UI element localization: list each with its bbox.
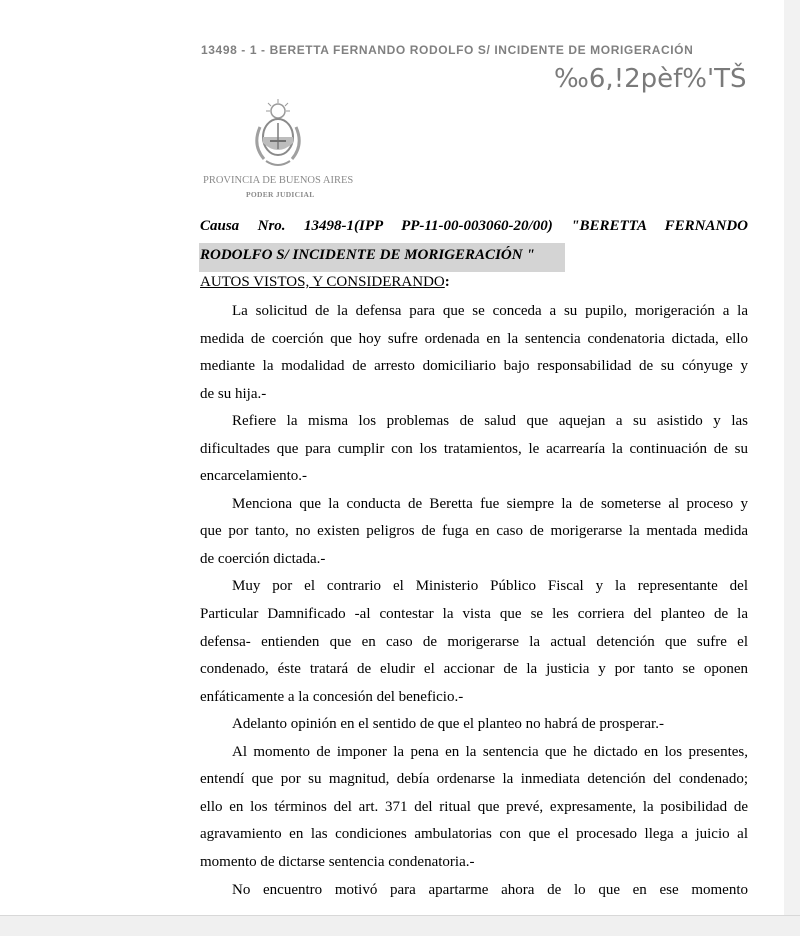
body-line: enfáticamente a la concesión del beneficio.- (200, 689, 464, 705)
heading-colon: : (444, 274, 450, 290)
body-line: Al momento de imponer la pena en la sentencia que he dictado en los presentes, (232, 744, 748, 760)
body-line: momento de dictarse sentencia condenatoria.- (200, 854, 475, 870)
institution-division: PODER JUDICIAL (246, 190, 315, 199)
body-line: Particular Damnificado -al contestar la vista que se les corriera del planteo de la (200, 606, 748, 622)
section-heading (200, 274, 450, 291)
body-line: Menciona que la conducta de Beretta fue siempre la de someterse al proceso y (232, 496, 748, 512)
body-line: medida de coerción que hoy sufre ordenada en la sentencia condenatoria dictada, ello (200, 331, 748, 347)
body-line: agravamiento en las condiciones ambulatorias con que el procesado llega a juicio al (200, 826, 748, 842)
barcode-text: ‰6,!2pèf%'TŠ (554, 64, 747, 94)
body-line: entendí que por su magnitud, debía ordenarse la inmediata detención del condenado; (200, 771, 748, 787)
institution-name: PROVINCIA DE BUENOS AIRES (203, 175, 354, 186)
case-header: 13498 - 1 - BERETTA FERNANDO RODOLFO S/ INCIDENTE DE MORIGERACIÓN (201, 43, 694, 57)
body-line: ello en los términos del art. 371 del ritual que prevé, expresamente, la posibilidad de (200, 799, 748, 815)
body-line: condenado, éste tratará de eludir el accionar de la justicia y por tanto se oponen (200, 661, 748, 677)
body-line: defensa- entienden que en caso de morigerarse la actual detención que sufre el (200, 634, 748, 650)
body-line: de coerción dictada.- (200, 551, 326, 567)
body-line: No encuentro motivó para apartarme ahora de lo que en ese momento (232, 882, 748, 898)
body-line: Adelanto opinión en el sentido de que el planteo no habrá de prosperar.- (232, 716, 664, 732)
coat-of-arms-icon (248, 97, 308, 175)
body-line: encarcelamiento.- (200, 468, 308, 484)
body-line: Refiere la misma los problemas de salud que aquejan a su asistido y las (232, 413, 748, 429)
body-line: Muy por el contrario el Ministerio Público Fiscal y la representante del (232, 578, 748, 594)
cause-title-line-2-selected[interactable]: RODOLFO S/ INCIDENTE DE MORIGERACIÓN " (199, 243, 565, 272)
cause-title-line-1: Causa Nro. 13498-1(IPP PP-11-00-003060-20/00) "BERETTA FERNANDO (200, 218, 748, 234)
body-line: de su hija.- (200, 386, 267, 402)
heading-text: AUTOS VISTOS, Y CONSIDERANDO (200, 274, 445, 290)
body-line: dificultades que para cumplir con los tratamientos, le acarrearía la continuación de su (200, 441, 748, 457)
body-line: que por tanto, no existen peligros de fuga en caso de morigerarse la mentada medida (200, 523, 748, 539)
body-line: La solicitud de la defensa para que se conceda a su pupilo, morigeración a la (232, 303, 748, 319)
body-line: mediante la modalidad de arresto domiciliario bajo responsabilidad de su cónyuge y (200, 358, 748, 374)
horizontal-scroll-area[interactable] (0, 915, 800, 936)
vertical-scroll-area[interactable] (784, 0, 800, 936)
